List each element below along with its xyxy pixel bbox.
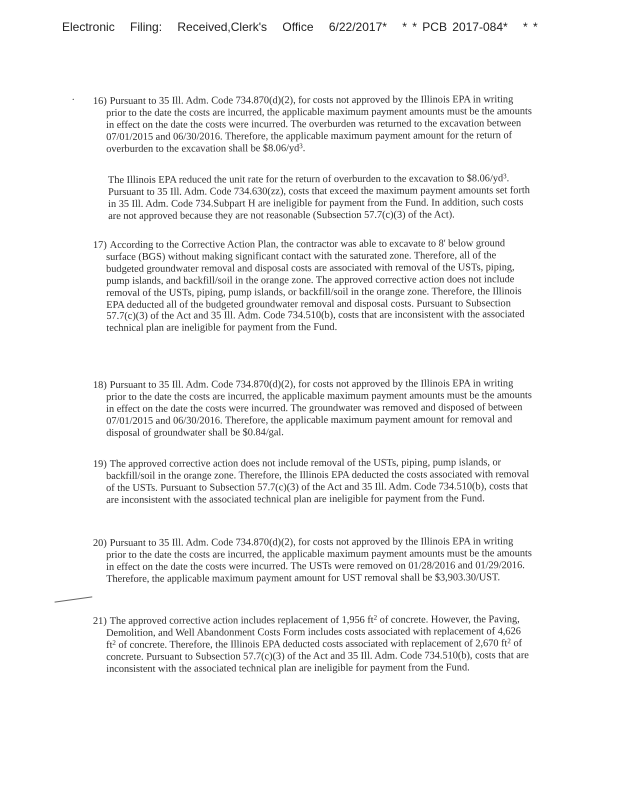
item-text-d: of concrete. Pursuant to Subsection 57.7(c)(3) of the Act and 35 Ill. Adm. Code 734.510(b), costs that are inconsistent with the associated technical plan are ineligible for payment from the Fund.: [106, 637, 529, 675]
header-pcb: * * PCB 2017-084*: [402, 20, 508, 34]
list-item-16: [93, 94, 533, 155]
list-item-16-followup: [108, 173, 533, 222]
item-number: 20): [93, 537, 107, 549]
superscript: 3: [503, 172, 507, 181]
list-item-19: [93, 457, 533, 507]
item-number: 18): [93, 379, 107, 391]
followup-text-end: . Pursuant to 35 Ill. Adm. Code 734.630(zz), costs that exceed the maximum payment amounts set forth in 35 Ill. Adm. Code 734.Subpart H are ineligible for payment from the Fund. In addition, such costs are not approved because they are not reasonable (Subsection 57.7(c)(3) of the Act).: [108, 173, 530, 222]
efiling-header: [62, 20, 582, 34]
item-text-a: The approved corrective action includes replacement of 1,956 ft: [109, 614, 374, 627]
item-text: Pursuant to 35 Ill. Adm. Code 734.870(d)(2), for costs not approved by the Illinois EPA in writing prior to the date the costs are incurred, the applicable maximum payment amounts must be the amounts in effect on the date the costs were incurred. The groundwater was removed and disposed of between 07/01/2015 and 06/30/2016. Therefore, the applicable maximum payment amount for removal and disposal of groundwater shall be $0.84/gal.: [106, 378, 532, 439]
margin-dot: .: [72, 92, 75, 103]
header-received: Received,Clerk's: [177, 20, 268, 34]
header-filing: Filing:: [130, 20, 163, 34]
list-item-21: [93, 614, 533, 675]
header-stars: * *: [523, 20, 538, 34]
item-number: 16): [93, 95, 107, 107]
followup-text: The Illinois EPA reduced the unit rate for the return of overburden to the excavation to $8.06/yd: [108, 173, 504, 186]
item-text: The approved corrective action does not include removal of the USTs, piping, pump islands, or backfill/soil in the orange zone. Therefore, the Illinois EPA deducted the costs associated with removal of the USTs. Pursuant to Subsection 57.7(c)(3) of the Act and 35 Ill. Adm. Code 734.510(b), costs that are inconsistent with the associated technical plan are ineligible for payment from the Fund.: [106, 457, 530, 506]
superscript: 3: [299, 141, 303, 150]
header-electronic: Electronic: [62, 20, 115, 34]
item-text-b: of concrete. However, the Paving, Demolition, and Well Abandonment Costs Form includes costs associated with replacement of 4,626 ft: [106, 614, 521, 651]
item-text: According to the Corrective Action Plan, the contractor was able to excavate to 8' below ground surface (BGS) without making significant contact with the saturated zone. Therefore, all of the budgeted groundwater removal and disposal costs are associated with removal of the USTs, piping, pump islands, and backfill/soil in the orange zone. The approved corrective action does not include removal of the USTs, piping, pump islands, or backfill/soil in the orange zone. Therefore, the Illinois EPA deducted all of the budgeted groundwater removal and disposal costs. Pursuant to Subsection 57.7(c)(3) of the Act and 35 Ill. Adm. Code 734.510(b), costs that are inconsistent with the associated technical plan are ineligible for payment from the Fund.: [106, 238, 525, 335]
header-date: 6/22/2017*: [328, 20, 387, 34]
item-text-end: .: [302, 142, 306, 154]
item-text: Pursuant to 35 Ill. Adm. Code 734.870(d)(2), for costs not approved by the Illinois EPA in writing prior to the date the costs are incurred, the applicable maximum payment amounts must be the amounts in effect on the date the costs were incurred. The overburden was returned to the excavation between 07/01/2015 and 06/30/2016. Therefore, the applicable maximum payment amount for the return of overburden to the excavation shall be $8.06/yd: [106, 94, 532, 155]
list-item-17: [93, 238, 533, 335]
item-number: 17): [93, 239, 107, 251]
superscript: 2: [507, 636, 511, 646]
list-item-20: [93, 536, 533, 586]
superscript: 2: [112, 638, 116, 647]
header-office: Office: [282, 20, 314, 34]
margin-pen-mark: [54, 590, 93, 602]
item-text-c: of concrete. Therefore, the Illinois EPA deducted costs associated with replacement of 2,670 ft: [115, 638, 508, 651]
item-text: Pursuant to 35 Ill. Adm. Code 734.870(d)(2), for costs not approved by the Illinois EPA in writing prior to the date the costs are incurred, the applicable maximum payment amounts must be the amounts in effect on the date the costs were incurred. The USTs were removed on 01/28/2016 and 01/29/2016. Therefore, the applicable maximum payment amount for UST removal shall be $3,903.30/UST.: [106, 536, 532, 585]
list-item-18: [93, 378, 533, 439]
item-number: 21): [93, 615, 107, 627]
item-number: 19): [93, 458, 107, 470]
superscript: 2: [373, 613, 378, 622]
